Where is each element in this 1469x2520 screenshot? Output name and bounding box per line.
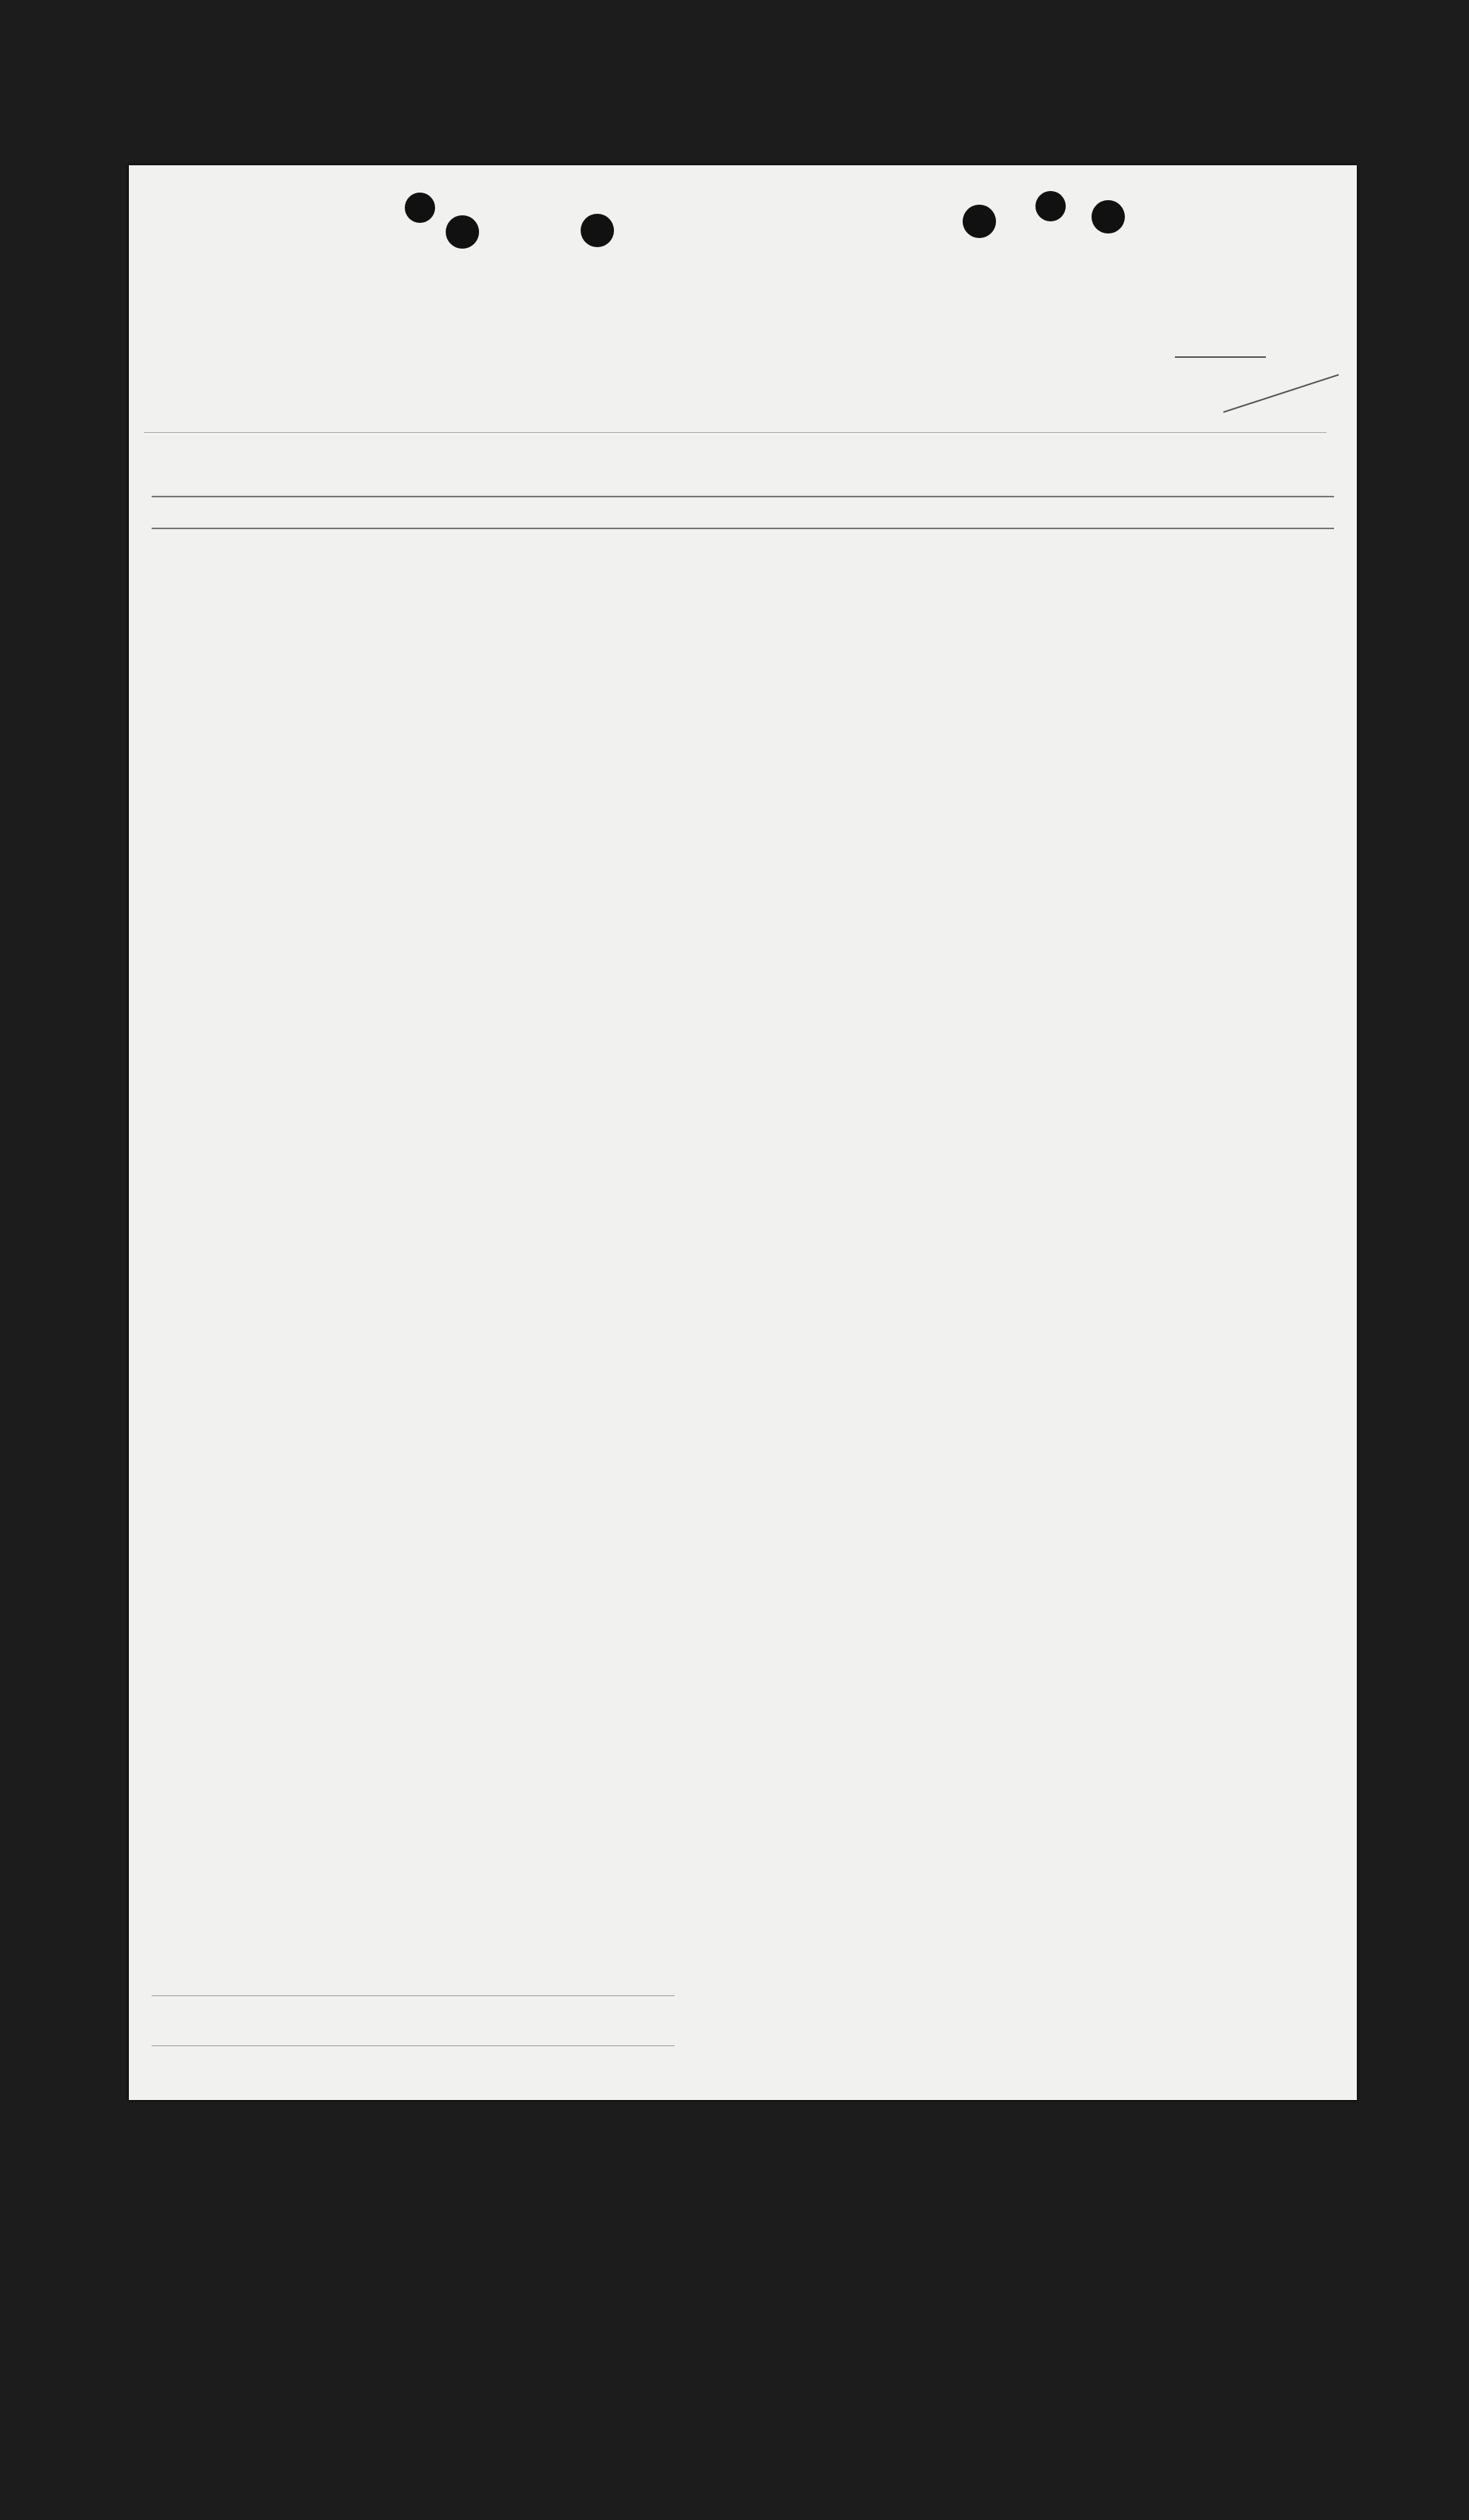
passenger-table xyxy=(129,165,1357,2100)
manifest-sheet xyxy=(129,165,1357,2100)
